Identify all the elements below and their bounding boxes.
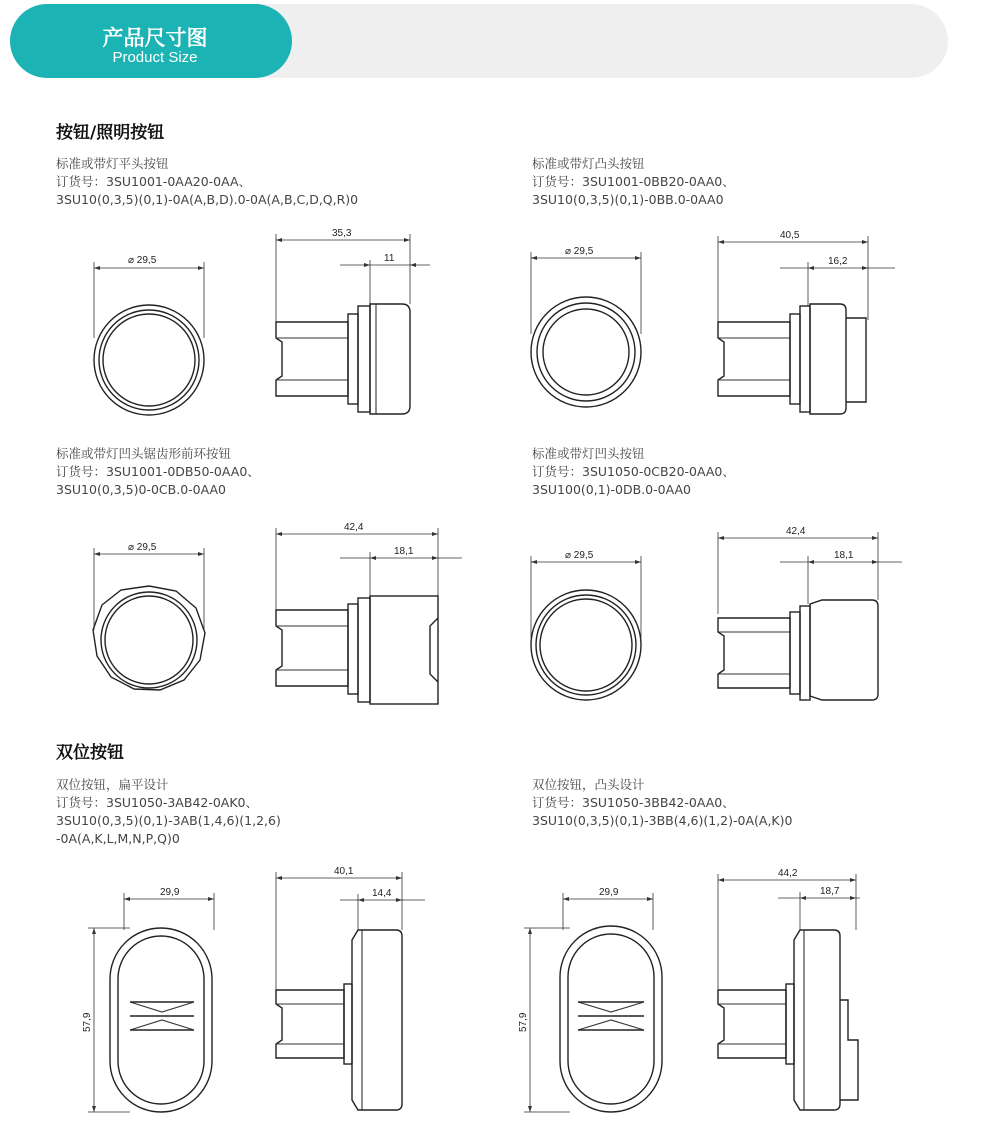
dimension-width: 29,9 xyxy=(160,887,180,898)
product-desc-line: 双位按钮，扁平设计 xyxy=(56,777,169,792)
header-title-cn: 产品尺寸图 xyxy=(102,26,208,50)
product-desc-line: 订货号：3SU1050-0CB20-0AA0、 xyxy=(532,464,735,479)
header-title-en: Product Size xyxy=(112,49,198,66)
product-desc-line: 双位按钮，凸头设计 xyxy=(532,777,645,792)
product-desc-line: 3SU10(0,3,5)(0,1)-0A(A,B,D).0-0A(A,B,C,D,Q,R)0 xyxy=(56,192,359,207)
section-title-pushbuttons: 按钮/照明按钮 xyxy=(56,123,165,143)
product-desc-line: -0A(A,K,L,M,N,P,Q)0 xyxy=(56,831,180,846)
product-desc-line: 标准或带灯平头按钮 xyxy=(56,156,169,171)
product-desc-line: 3SU100(0,1)-0DB.0-0AA0 xyxy=(532,482,691,497)
section-title-twin-buttons: 双位按钮 xyxy=(56,743,124,763)
product-desc-line: 订货号：3SU1050-3AB42-0AK0、 xyxy=(56,795,259,810)
product-desc-line: 订货号：3SU1001-0DB50-0AA0、 xyxy=(56,464,260,479)
product-desc-line: 订货号：3SU1050-3BB42-0AA0、 xyxy=(532,795,735,810)
dimension-depth: 18,1 xyxy=(834,550,854,561)
dimension-depth: 18,1 xyxy=(394,546,414,557)
dimension-depth: 11 xyxy=(384,253,395,264)
dimension-diameter: ⌀ 29,5 xyxy=(565,246,594,257)
dimension-diameter: ⌀ 29,5 xyxy=(128,255,157,266)
product-desc-line: 3SU10(0,3,5)(0,1)-0BB.0-0AA0 xyxy=(532,192,724,207)
product-desc-line: 订货号：3SU1001-0AA20-0AA、 xyxy=(56,174,252,189)
product-desc-line: 3SU10(0,3,5)(0,1)-3AB(1,4,6)(1,2,6) xyxy=(56,813,281,828)
dimension-length: 35,3 xyxy=(332,228,352,239)
dimension-length: 42,4 xyxy=(786,526,806,537)
dimension-depth: 14,4 xyxy=(372,888,392,899)
twin-button-side-view xyxy=(718,930,858,1110)
dimension-width: 29,9 xyxy=(599,887,619,898)
product-desc-line: 标准或带灯凹头锯齿形前环按钮 xyxy=(56,446,232,461)
product-desc-line: 3SU10(0,3,5)0-0CB.0-0AA0 xyxy=(56,482,227,497)
dimension-length: 40,5 xyxy=(780,230,800,241)
dimension-length: 40,1 xyxy=(334,866,354,877)
twin-button-front xyxy=(560,926,662,1112)
dimension-diameter: ⌀ 29,5 xyxy=(128,542,157,553)
product-desc-line: 标准或带灯凹头按钮 xyxy=(532,446,645,461)
product-desc-line: 标准或带灯凸头按钮 xyxy=(532,156,645,171)
dimension-length: 42,4 xyxy=(344,522,364,533)
dimension-depth: 18,7 xyxy=(820,886,840,897)
dimension-depth: 16,2 xyxy=(828,256,848,267)
dimension-height: 57,9 xyxy=(518,1012,529,1032)
product-desc-line: 订货号：3SU1001-0BB20-0AA0、 xyxy=(532,174,735,189)
dimension-length: 44,2 xyxy=(778,868,798,879)
dimension-height: 57,9 xyxy=(82,1012,93,1032)
product-desc-line: 3SU10(0,3,5)(0,1)-3BB(4,6)(1,2)-0A(A,K)0 xyxy=(532,813,793,828)
dimension-diameter: ⌀ 29,5 xyxy=(565,550,594,561)
